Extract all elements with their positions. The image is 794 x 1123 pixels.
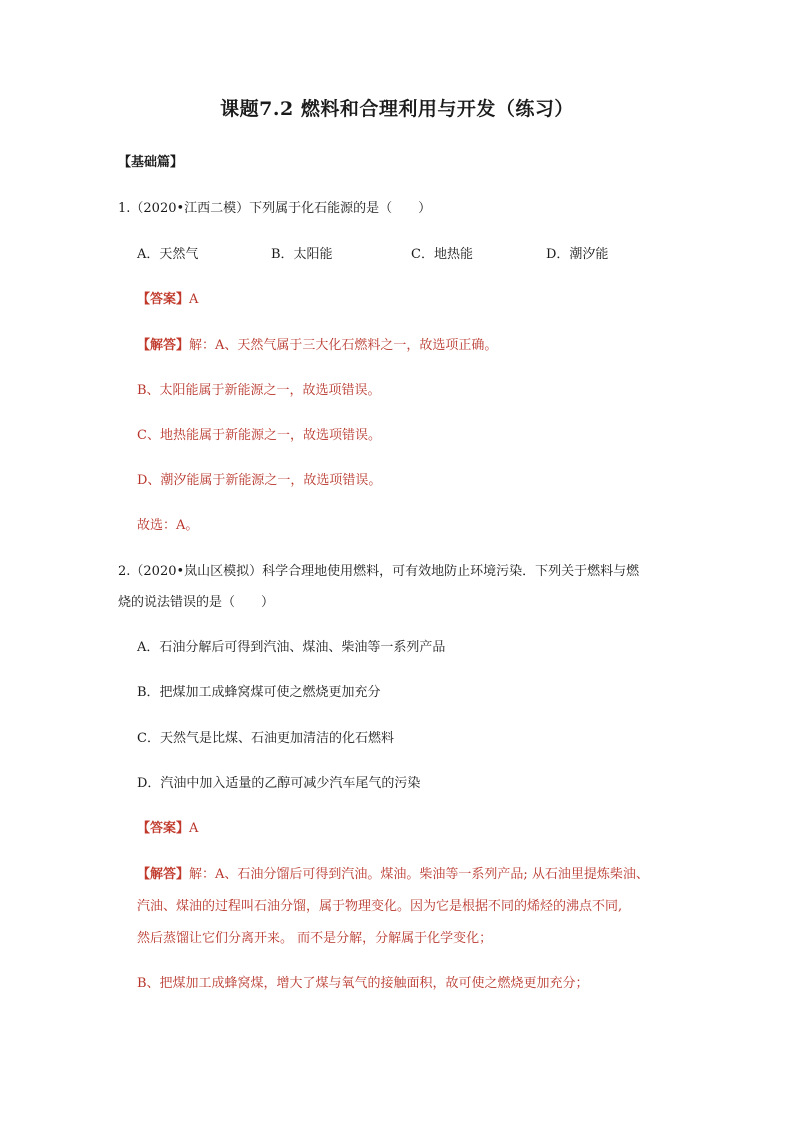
q2-answer <box>137 819 198 839</box>
question-1-options <box>137 245 657 265</box>
q2-answer-value: A <box>189 821 199 836</box>
q1-option-a: A．天然气 <box>137 247 199 262</box>
q2-option-a: A．石油分解后可得到汽油、煤油、柴油等一系列产品 <box>137 640 446 655</box>
q1-analysis-label: 【解答】 <box>137 338 190 353</box>
q1-analysis-d: D、潮汐能属于新能源之一，故选项错误。 <box>137 473 382 488</box>
q2-analysis-line2: 汽油、煤油的过程叫石油分馏，属于物理变化。因为它是根据不同的烯烃的沸点不同, <box>137 899 623 914</box>
q2-analysis-line1: 解：A、石油分馏后可得到汽油。煤油。柴油等一系列产品; 从石油里提炼柴油、 <box>189 867 649 882</box>
q1-answer-label: 【答案】 <box>137 292 190 307</box>
q1-analysis-a: 解：A、天然气属于三大化石燃料之一，故选项正确。 <box>189 338 498 353</box>
q1-analysis-b: B、太阳能属于新能源之一，故选项错误。 <box>137 383 381 398</box>
q2-analysis-line3: 然后蒸馏让它们分离开来。 而不是分解，分解属于化学变化； <box>137 931 493 946</box>
q1-option-c: C．地热能 <box>411 247 473 262</box>
q1-analysis-c: C、地热能属于新能源之一，故选项错误。 <box>137 428 381 443</box>
section-heading: 【基础篇】 <box>118 155 184 170</box>
q1-answer-value: A <box>189 292 199 307</box>
q1-answer <box>137 290 198 310</box>
q2-option-d: D．汽油中加入适量的乙醇可减少汽车尾气的污染 <box>137 776 421 791</box>
question-2-stem-line1: 2.（2020•岚山区模拟）科学合理地使用燃料，可有效地防止环境污染．下列关于燃料与燃 <box>118 564 640 579</box>
q2-analysis-label: 【解答】 <box>137 867 190 882</box>
question-1-stem: 1.（2020•江西二模）下列属于化石能源的是（ ） <box>118 201 432 216</box>
q1-analysis <box>137 336 497 356</box>
question-2-stem-line2: 烧的说法错误的是（ ） <box>118 595 275 610</box>
q1-option-b: B．太阳能 <box>271 247 333 262</box>
q1-option-d: D．潮汐能 <box>546 247 609 262</box>
q1-conclusion: 故选：A。 <box>137 518 199 533</box>
q2-analysis <box>137 865 649 885</box>
q2-option-b: B．把煤加工成蜂窝煤可使之燃烧更加充分 <box>137 685 381 700</box>
page-title: 课题7.2 燃料和合理利用与开发（练习） <box>220 98 574 120</box>
q2-option-c: C．天然气是比煤、石油更加清洁的化石燃料 <box>137 731 394 746</box>
q2-analysis-b: B、把煤加工成蜂窝煤，增大了煤与氧气的接触面积，故可使之燃烧更加充分； <box>137 976 589 991</box>
q2-answer-label: 【答案】 <box>137 821 190 836</box>
